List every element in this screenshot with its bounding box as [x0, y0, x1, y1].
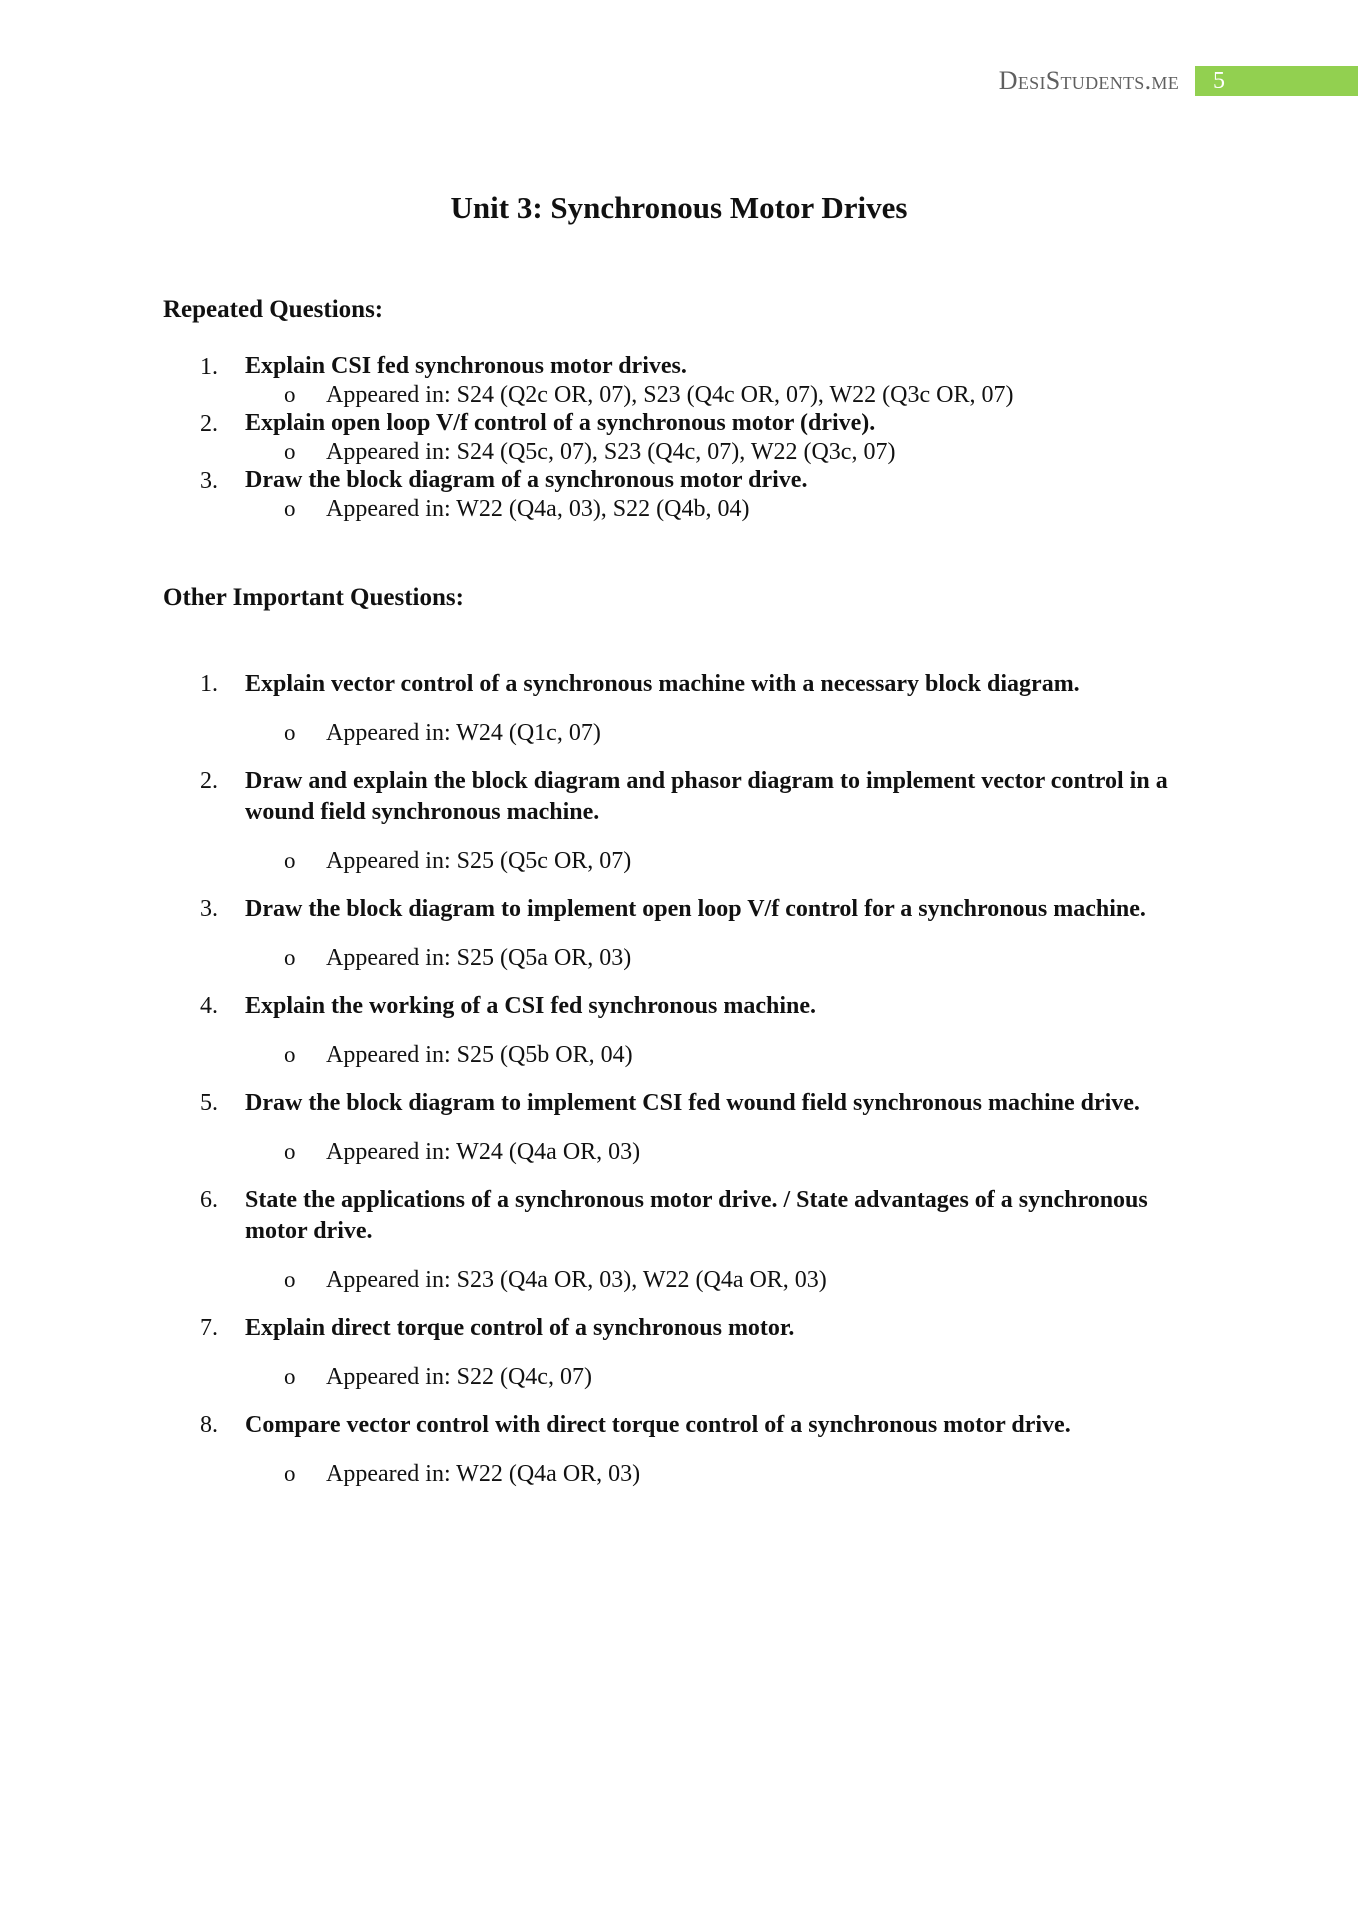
- bullet-icon: o: [284, 496, 296, 521]
- bullet-icon: o: [284, 439, 296, 464]
- question-number: 2.: [200, 411, 218, 437]
- bullet-icon: o: [284, 1042, 296, 1067]
- repeated-questions-heading: Repeated Questions:: [163, 296, 384, 323]
- list-item: [0, 1313, 1358, 1392]
- appeared-in: [0, 943, 1358, 973]
- question-text: Explain vector control of a synchronous machine with a necessary block diagram.: [245, 671, 1080, 697]
- appeared-in: [0, 1362, 1358, 1392]
- appeared-in: [0, 1137, 1358, 1167]
- appeared-in: [0, 495, 1358, 523]
- list-item: [0, 766, 1358, 876]
- appeared-text: Appeared in: S24 (Q2c OR, 07), S23 (Q4c OR, 07), W22 (Q3c OR, 07): [326, 382, 1014, 408]
- question-text: Explain open loop V/f control of a synchronous motor (drive).: [245, 410, 876, 436]
- other-questions-heading: Other Important Questions:: [163, 584, 464, 611]
- question-text: Draw and explain the block diagram and phasor diagram to implement vector control in a wound field synchronous machine.: [245, 768, 1168, 825]
- list-item: [0, 991, 1358, 1070]
- appeared-text: Appeared in: S23 (Q4a OR, 03), W22 (Q4a OR, 03): [326, 1267, 827, 1293]
- list-item: [0, 1185, 1358, 1295]
- bullet-icon: o: [284, 382, 296, 407]
- question-text: Draw the block diagram of a synchronous motor drive.: [245, 467, 808, 493]
- bullet-icon: o: [284, 1364, 296, 1389]
- bullet-icon: o: [284, 945, 296, 970]
- question-number: 5.: [200, 1090, 218, 1116]
- appeared-text: Appeared in: S25 (Q5c OR, 07): [326, 848, 632, 874]
- appeared-in: [0, 381, 1358, 409]
- question-text: State the applications of a synchronous motor drive. / State advantages of a synchronous motor drive.: [245, 1187, 1148, 1244]
- appeared-text: Appeared in: W24 (Q1c, 07): [326, 720, 601, 746]
- appeared-text: Appeared in: S22 (Q4c, 07): [326, 1364, 592, 1390]
- appeared-text: Appeared in: S24 (Q5c, 07), S23 (Q4c, 07), W22 (Q3c, 07): [326, 439, 896, 465]
- site-name: DesiStudents.me: [998, 66, 1179, 95]
- appeared-text: Appeared in: S25 (Q5a OR, 03): [326, 945, 632, 971]
- question-number: 7.: [200, 1315, 218, 1341]
- appeared-in: [0, 1040, 1358, 1070]
- bullet-icon: o: [284, 1461, 296, 1486]
- appeared-in: [0, 1459, 1358, 1489]
- bullet-icon: o: [284, 720, 296, 745]
- page-number: 5: [1195, 66, 1358, 96]
- appeared-in: [0, 1265, 1358, 1295]
- list-item: [0, 466, 1358, 523]
- question-text: Draw the block diagram to implement open loop V/f control for a synchronous machine.: [245, 896, 1146, 922]
- page-header: [999, 66, 1358, 96]
- appeared-text: Appeared in: W24 (Q4a OR, 03): [326, 1139, 641, 1165]
- question-text: Draw the block diagram to implement CSI fed wound field synchronous machine drive.: [245, 1090, 1140, 1116]
- question-number: 1.: [200, 671, 218, 697]
- question-text: Explain CSI fed synchronous motor drives.: [245, 353, 687, 379]
- other-questions-list: [0, 669, 1358, 1507]
- appeared-text: Appeared in: W22 (Q4a OR, 03): [326, 1461, 641, 1487]
- bullet-icon: o: [284, 1139, 296, 1164]
- list-item: [0, 409, 1358, 466]
- list-item: [0, 894, 1358, 973]
- list-item: [0, 1088, 1358, 1167]
- question-text: Compare vector control with direct torque control of a synchronous motor drive.: [245, 1412, 1071, 1438]
- question-number: 4.: [200, 993, 218, 1019]
- question-number: 1.: [200, 354, 218, 380]
- list-item: [0, 352, 1358, 409]
- question-number: 6.: [200, 1187, 218, 1213]
- question-number: 8.: [200, 1412, 218, 1438]
- appeared-in: [0, 438, 1358, 466]
- appeared-text: Appeared in: S25 (Q5b OR, 04): [326, 1042, 633, 1068]
- question-number: 3.: [200, 896, 218, 922]
- appeared-text: Appeared in: W22 (Q4a, 03), S22 (Q4b, 04): [326, 496, 750, 522]
- page-title: Unit 3: Synchronous Motor Drives: [450, 190, 908, 225]
- bullet-icon: o: [284, 1267, 296, 1292]
- list-item: [0, 1410, 1358, 1489]
- list-item: [0, 669, 1358, 748]
- repeated-questions-list: [0, 352, 1358, 523]
- bullet-icon: o: [284, 848, 296, 873]
- appeared-in: [0, 846, 1358, 876]
- appeared-in: [0, 718, 1358, 748]
- question-text: Explain the working of a CSI fed synchronous machine.: [245, 993, 816, 1019]
- question-text: Explain direct torque control of a synchronous motor.: [245, 1315, 795, 1341]
- question-number: 3.: [200, 468, 218, 494]
- question-number: 2.: [200, 768, 218, 794]
